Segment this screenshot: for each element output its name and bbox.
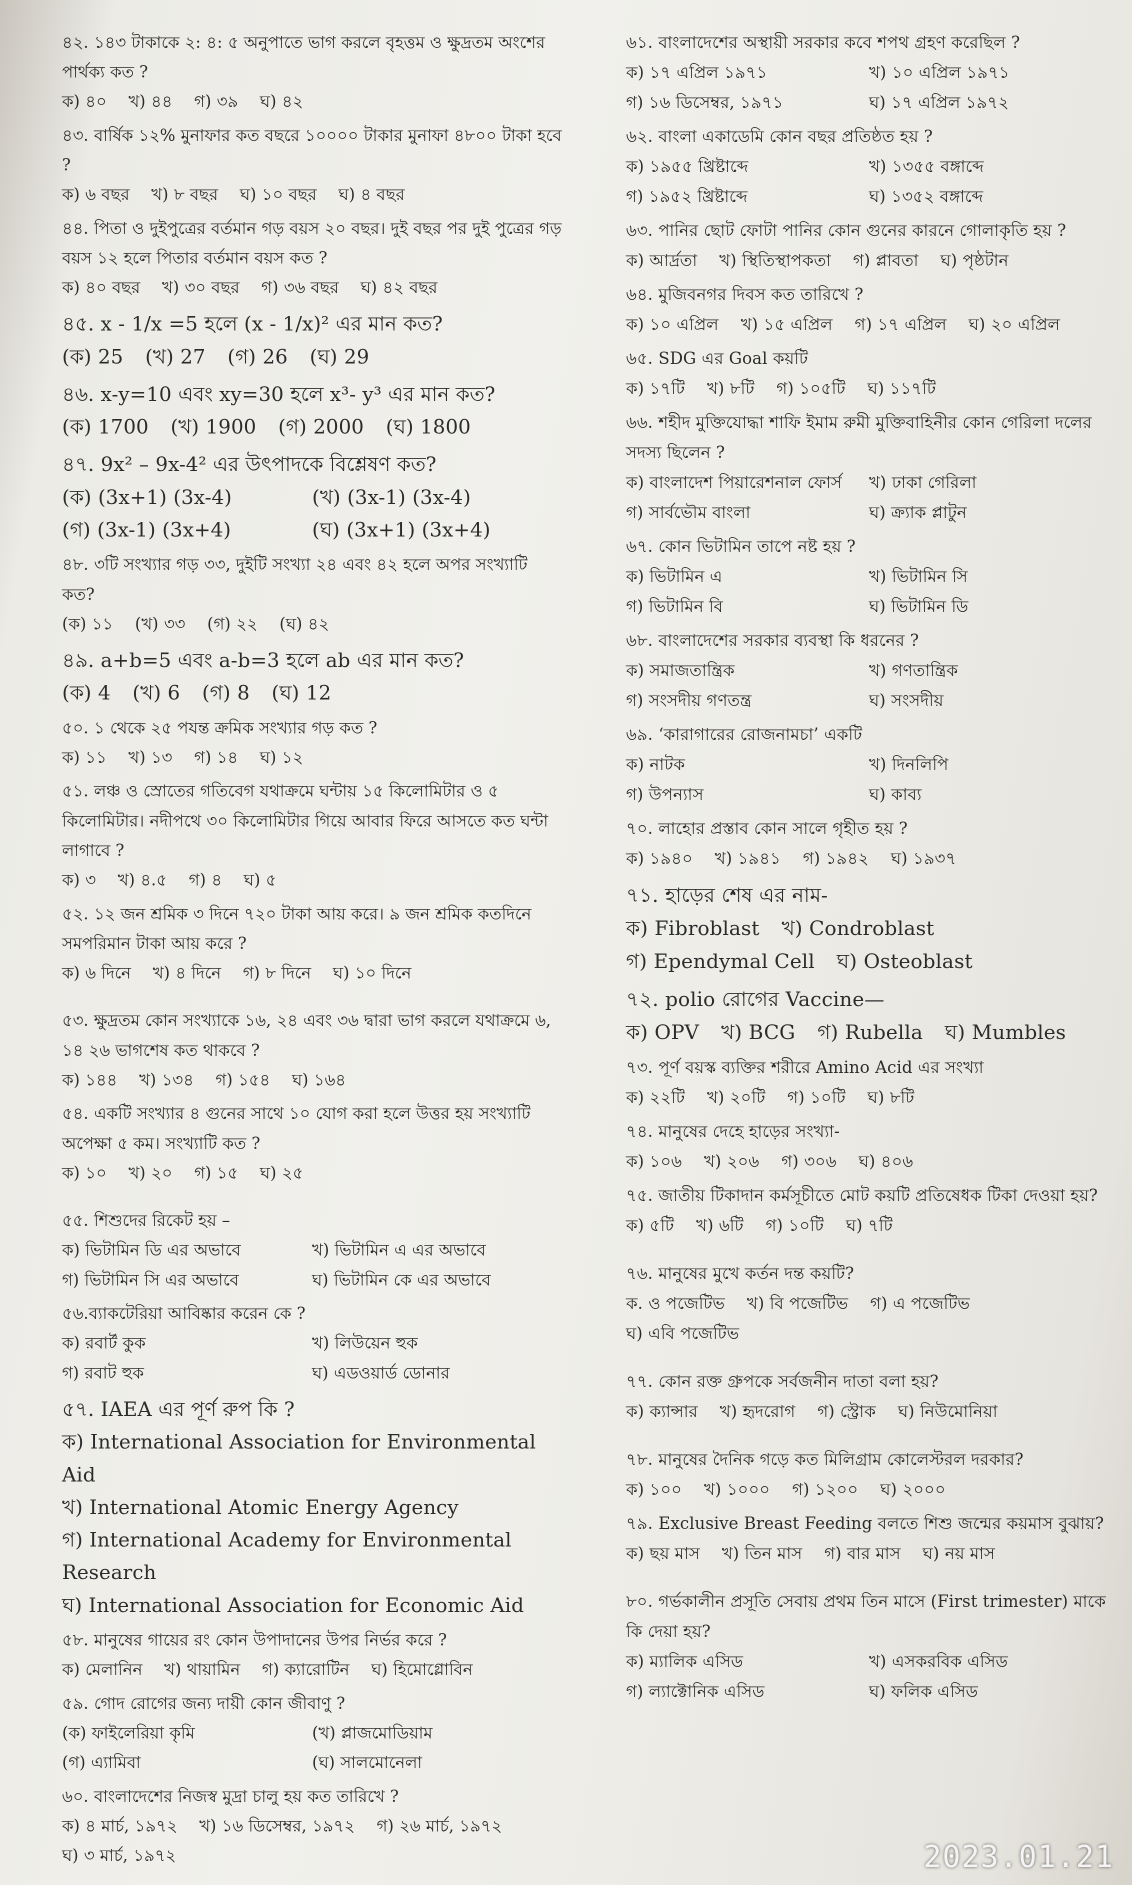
option: ঘ) ১৭ এপ্রিল ১৯৭২ <box>869 93 1009 112</box>
option: ক) ৩ <box>62 870 96 890</box>
options <box>62 411 562 444</box>
options <box>626 1397 1112 1427</box>
option: (ক) 25 <box>62 344 124 369</box>
option: (ক) (3x+1) (3x-4) <box>62 485 233 509</box>
option: ঘ) ফলিক এসিড <box>869 1682 979 1701</box>
option: খ) ভিটামিন এ এর অভাবে <box>311 1240 486 1260</box>
option: খ) ১০ এপ্রিল ১৯৭১ <box>869 63 1010 82</box>
option: ঘ) ৩ মার্চ, ১৯৭২ <box>62 1846 177 1866</box>
options <box>62 743 562 773</box>
question-text: ৬৯. ‘কারাগারের রোজনামচা’ একটি <box>626 725 863 744</box>
options <box>62 959 562 989</box>
option: ঘ) নিউমোনিয়া <box>897 1402 998 1421</box>
option: খ) ২০৬ <box>704 1152 760 1171</box>
options <box>626 1083 1112 1113</box>
option: খ) ১৩৫৫ বঙ্গাব্দে <box>869 157 984 176</box>
options <box>626 152 1112 212</box>
option: গ) Ependymal Cell <box>626 949 815 973</box>
option: (ঘ) 29 <box>309 344 370 369</box>
option: খ) ১৯৪১ <box>714 849 781 868</box>
option: খ) ৪৪ <box>128 92 173 112</box>
question-text: ৪৫. x - 1/x =5 হলে (x - 1/x)² এর মান কত? <box>62 311 443 336</box>
option: (খ) 27 <box>145 344 206 369</box>
question-text: ৭৬. মানুষের মুখে কর্তন দন্ত কয়টি? <box>626 1264 855 1283</box>
question-item <box>62 714 562 773</box>
option: (গ) 8 <box>201 680 250 705</box>
option: গ) ১৫৪ <box>215 1070 271 1090</box>
question-item <box>626 878 1112 978</box>
options <box>62 341 562 374</box>
option: ঘ) ২৫ <box>259 1163 304 1183</box>
question-item <box>626 280 1112 340</box>
option: ঘ) ৮টি <box>867 1088 915 1107</box>
question-text: ৬২. বাংলা একাডেমি কোন বছর প্রতিষ্ঠত হয় ? <box>626 127 933 146</box>
question-item <box>62 900 562 1003</box>
option: ক) নাটক <box>626 755 685 774</box>
option: খ) ১৩৪ <box>139 1070 194 1090</box>
option: গ) ১০টি <box>765 1216 824 1235</box>
option: খ) ৩০ বছর <box>161 278 240 298</box>
question-item <box>62 1006 562 1095</box>
options <box>62 180 562 210</box>
option: ক) ক্যান্সার <box>626 1402 698 1421</box>
option: খ) দিনলিপি <box>869 755 949 774</box>
option: ঘ) নয় মাস <box>922 1544 995 1563</box>
option: ক) ভিটামিন ডি এর অভাবে <box>62 1240 241 1260</box>
options <box>626 246 1112 276</box>
option: ঘ) ১১৭টি <box>867 379 936 398</box>
option: ক) ২২টি <box>626 1088 685 1107</box>
options <box>626 1539 1112 1569</box>
option: ক) ১৯৫৫ খ্রিষ্টাব্দে <box>626 157 749 176</box>
question-item <box>62 550 562 639</box>
question-text: ৬১. বাংলাদেশের অস্থায়ী সরকার কবে শপথ গ্রহণ করেছিল ? <box>626 33 1021 52</box>
option: খ) এসকরবিক এসিড <box>869 1652 1008 1671</box>
question-text: ৭৪. মানুষের দেহে হাড়ের সংখ্যা- <box>626 1122 840 1141</box>
option: গ) ১২০০ <box>792 1480 859 1499</box>
option: ঘ) হিমোগ্লোবিন <box>371 1660 473 1680</box>
options <box>626 912 1112 978</box>
option: খ) ঢাকা গেরিলা <box>869 473 977 492</box>
option: গ) ভিটামিন সি এর অভাবে <box>62 1270 239 1290</box>
options <box>626 468 1112 528</box>
options <box>626 656 1112 716</box>
option: ক) ৪ মার্চ, ১৯৭২ <box>62 1816 178 1836</box>
question-text: ৭০. লাহোর প্রস্তাব কোন সালে গৃহীত হয় ? <box>626 819 908 838</box>
option: ক) ছয় মাস <box>626 1544 700 1563</box>
option: ক) OPV <box>626 1020 700 1044</box>
option: ক) ১৪৪ <box>62 1070 118 1090</box>
option: ঘ) ১৬৪ <box>291 1070 346 1090</box>
question-item <box>626 28 1112 118</box>
question-item <box>62 1782 562 1871</box>
option: (ক) ১১ <box>62 614 114 634</box>
question-text: ৭৭. কোন রক্ত গ্রুপকে সর্বজনীন দাতা বলা হয়? <box>626 1372 939 1391</box>
option: গ) ১০৫টি <box>776 379 846 398</box>
options <box>62 1812 562 1871</box>
option: ক) ১০ <box>62 1163 107 1183</box>
option: (ক) 4 <box>62 680 111 705</box>
option: (ঘ) সালমোনেলা <box>311 1753 423 1773</box>
question-text: ৭৩. পূর্ণ বয়স্ক ব্যক্তির শরীরে Amino Acid এর সংখ্যা <box>626 1058 984 1077</box>
option: গ) ২৬ মার্চ, ১৯৭২ <box>376 1816 503 1836</box>
option: ক) ১৭ এপ্রিল ১৯৭১ <box>626 63 768 82</box>
options <box>62 610 562 640</box>
question-item <box>626 1367 1112 1441</box>
question-item <box>626 1117 1112 1177</box>
question-text: ৫৭. IAEA এর পূর্ণ রুপ কি ? <box>62 1397 295 1421</box>
option: খ) তিন মাস <box>721 1544 803 1563</box>
option: ঘ) সংসদীয় <box>869 691 944 710</box>
question-item <box>626 814 1112 874</box>
option: ক) ৬ দিনে <box>62 963 132 983</box>
question-item <box>626 1509 1112 1583</box>
option: গ) ১৭ এপ্রিল <box>854 315 947 334</box>
question-text: ৫৩. ক্ষুদ্রতম কোন সংখ্যাকে ১৬, ২৪ এবং ৩৬ দ্বারা ভাগ করলে যথাক্রমে ৬, ১৪ ২৬ ভাগশেষ কত থাকবে ? <box>62 1011 552 1060</box>
question-item <box>626 122 1112 212</box>
option: খ) ৬টি <box>696 1216 744 1235</box>
option: গ) ১০টি <box>787 1088 846 1107</box>
option: (গ) (3x-1) (3x+4) <box>62 517 232 542</box>
option: ঘ) ৪০৬ <box>858 1152 914 1171</box>
option: (ক) 1700 <box>62 414 149 439</box>
option: ক) ১০০ <box>626 1480 682 1499</box>
option: ক) ১৭টি <box>626 379 685 398</box>
date-stamp: 2023.01.21 <box>923 1840 1114 1875</box>
option: ক) বাংলাদেশ পিয়ারেশনাল ফোর্স <box>626 473 842 492</box>
option: খ) ৮ বছর <box>151 185 219 205</box>
options <box>626 1647 1112 1707</box>
option: খ) ২০টি <box>707 1088 766 1107</box>
option: ঘ) এডওয়ার্ড ডোনার <box>311 1363 450 1383</box>
options <box>62 1066 562 1096</box>
options <box>626 58 1112 118</box>
option: খ) ১৩ <box>128 748 173 767</box>
option: ক) রবার্ট কুক <box>62 1333 146 1353</box>
option: খ) ৪ দিনে <box>152 963 222 983</box>
option: (ঘ) 1800 <box>385 414 471 439</box>
option: গ) ১৯৪২ <box>802 849 869 868</box>
options <box>626 844 1112 874</box>
options <box>62 1236 562 1295</box>
option: ক) ৪০ <box>62 92 107 112</box>
option: ঘ) ভিটামিন কে এর অভাবে <box>311 1270 491 1290</box>
option: গ) উপন্যাস <box>626 785 704 804</box>
question-item <box>626 626 1112 716</box>
options <box>626 374 1112 404</box>
options <box>62 1655 562 1685</box>
option: ঘ) ৪ বছর <box>338 185 405 205</box>
question-text: ৫৪. একটি সংখ্যার ৪ গুনের সাথে ১০ যোগ করা হলে উত্তর হয় সংখ্যাটি অপেক্ষা ৫ কম। সংখ্যাটি কত ? <box>62 1104 531 1153</box>
question-text: ৫৫. শিশুদের রিকেট হয় – <box>62 1211 231 1230</box>
question-item <box>62 214 562 303</box>
option: ঘ) ১০ বছর <box>239 185 317 205</box>
question-item <box>626 1445 1112 1505</box>
question-item <box>626 1259 1112 1363</box>
options <box>62 273 562 303</box>
option: ঘ) ৫ <box>243 870 277 890</box>
question-text: ৫৬.ব্যাকটেরিয়া আবিষ্কার করেন কে ? <box>62 1304 306 1323</box>
option: গ) ৩৬ বছর <box>261 278 339 298</box>
option: গ) প্লাবতা <box>852 251 919 270</box>
options <box>62 866 562 896</box>
question-item <box>626 344 1112 404</box>
option: ঘ) ৪২ বছর <box>360 278 438 298</box>
option: (গ) 2000 <box>278 414 364 439</box>
options <box>62 1719 562 1778</box>
option: ঘ) এবি পজেটিভ <box>626 1324 740 1343</box>
options <box>626 1016 1112 1049</box>
option: (খ) প্লাজমোডিয়াম <box>311 1723 433 1743</box>
option: ঘ) ২০ এপ্রিল <box>968 315 1060 334</box>
option: ক) ১০ এপ্রিল <box>626 315 719 334</box>
options <box>62 1426 562 1622</box>
option: ঘ) ভিটামিন ডি <box>869 597 969 616</box>
question-text: ৪৮. ৩টি সংখ্যার গড় ৩৩, দুইটি সংখ্যা ২৪ এবং ৪২ হলে অপর সংখ্যাটি কত? <box>62 555 528 604</box>
option: ক) সমাজতান্ত্রিক <box>626 661 735 680</box>
option: গ) সংসদীয় গণতন্ত্র <box>626 691 752 710</box>
question-item <box>62 777 562 896</box>
option: (ক) ফাইলেরিয়া কৃমি <box>62 1723 195 1743</box>
options <box>62 481 562 546</box>
options <box>62 1159 562 1189</box>
option: ক) ১৯৪০ <box>626 849 693 868</box>
question-item <box>62 1299 562 1388</box>
option: গ) ল্যাক্টোনিক এসিড <box>626 1682 765 1701</box>
option: গ) স্ট্রোক <box>817 1402 876 1421</box>
question-item <box>62 643 562 709</box>
option: খ) Condroblast <box>781 916 935 940</box>
option: ক) International Association for Environmental Aid <box>62 1429 536 1487</box>
question-item <box>62 28 562 117</box>
question-item <box>62 307 562 373</box>
option: ক) মেলানিন <box>62 1660 143 1680</box>
question-text: ৭৮. মানুষের দৈনিক গড়ে কত মিলিগ্রাম কোলেস্টরল দরকার? <box>626 1450 1024 1469</box>
question-text: ৫০. ১ থেকে ২৫ পযন্ত ক্রমিক সংখ্যার গড় কত ? <box>62 718 378 738</box>
question-text: ৬০. বাংলাদেশের নিজস্ব মুদ্রা চালু হয় কত তারিখে ? <box>62 1786 399 1806</box>
right-column <box>626 28 1112 1711</box>
left-column <box>62 28 562 1875</box>
question-item <box>62 1689 562 1778</box>
question-item <box>626 408 1112 528</box>
option: ক) আর্দ্রতা <box>626 251 698 270</box>
options <box>62 87 562 117</box>
option: ঘ) ৪২ <box>259 92 304 112</box>
option: খ) ১৬ ডিসেম্বর, ১৯৭২ <box>199 1816 355 1836</box>
options <box>626 1211 1112 1241</box>
option: (খ) (3x-1) (3x-4) <box>311 485 471 509</box>
option: গ) ৩৯ <box>194 92 239 112</box>
question-item <box>626 1053 1112 1113</box>
option: ঘ) ১২ <box>259 748 304 767</box>
option: খ) ১৫ এপ্রিল <box>740 315 833 334</box>
option: গ) এ পজেটিভ <box>870 1294 970 1313</box>
question-text: ৫৮. মানুষের গায়ের রং কোন উপাদানের উপর নির্ভর করে ? <box>62 1630 447 1650</box>
question-text: ৬৫. SDG এর Goal কয়টি <box>626 349 809 368</box>
option: খ) ৪.৫ <box>117 870 168 890</box>
question-text: ৬৪. মুজিবনগর দিবস কত তারিখে ? <box>626 285 864 304</box>
question-item <box>62 1392 562 1622</box>
option: গ) ৮ দিনে <box>242 963 312 983</box>
question-text: ৬৭. কোন ভিটামিন তাপে নষ্ট হয় ? <box>626 537 856 556</box>
option: (খ) ৩৩ <box>134 614 186 634</box>
option: (গ) ২২ <box>207 614 258 634</box>
question-text: ৬৮. বাংলাদেশের সরকার ব্যবস্থা কি ধরনের ? <box>626 631 919 650</box>
option: গ) Rubella <box>817 1020 923 1044</box>
question-item <box>626 720 1112 810</box>
option: খ) থায়ামিন <box>164 1660 241 1680</box>
option: ঘ) ক্র্যাক প্লাটুন <box>869 503 967 522</box>
option: খ) ২০ <box>128 1163 173 1183</box>
option: গ) ৪ <box>188 870 223 890</box>
question-item <box>62 377 562 443</box>
options <box>626 750 1112 810</box>
question-item <box>626 1587 1112 1707</box>
option: (ঘ) 12 <box>271 680 332 705</box>
options <box>62 1329 562 1388</box>
question-item <box>62 447 562 546</box>
option: ঘ) International Association for Economic Aid <box>62 1593 524 1617</box>
option: ঘ) কাব্য <box>869 785 922 804</box>
option: গ) রবাট হুক <box>62 1363 144 1383</box>
option: (খ) 6 <box>132 680 181 705</box>
question-text: ৪৬. x-y=10 এবং xy=30 হলে x³- y³ এর মান কত? <box>62 382 496 406</box>
question-text: ৭৯. Exclusive Breast Feeding বলতে শিশু জন্মের কয়মাস বুঝায়? <box>626 1514 1104 1533</box>
option: ক) ১০৬ <box>626 1152 682 1171</box>
option: গ) ৩০৬ <box>781 1152 837 1171</box>
option: গ) ক্যারোটিন <box>262 1660 350 1680</box>
question-item <box>626 532 1112 622</box>
option: খ) লিউয়েন হুক <box>311 1333 418 1353</box>
option: ঘ) ৭টি <box>845 1216 893 1235</box>
options <box>62 677 562 710</box>
options <box>626 562 1112 622</box>
question-item <box>62 1626 562 1685</box>
option: ঘ) ২০০০ <box>880 1480 946 1499</box>
option: ঘ) ১৯৩৭ <box>890 849 957 868</box>
option: (ঘ) (3x+1) (3x+4) <box>311 517 491 542</box>
option: ক) ৬ বছর <box>62 185 130 205</box>
question-text: ৫২. ১২ জন শ্রমিক ৩ দিনে ৭২০ টাকা আয় করে। ৯ জন শ্রমিক কতদিনে সমপরিমান টাকা আয় করে ? <box>62 904 532 953</box>
question-item <box>626 1181 1112 1255</box>
options <box>626 1147 1112 1177</box>
option: ঘ) ১৩৫২ বঙ্গাব্দে <box>869 187 984 206</box>
option: ক) ম্যালিক এসিড <box>626 1652 744 1671</box>
option: খ) গণতান্ত্রিক <box>869 661 958 680</box>
option: গ) ভিটামিন বি <box>626 597 724 616</box>
option: ঘ) পৃষ্ঠটান <box>940 251 1009 270</box>
question-text: ৪২. ১৪৩ টাকাকে ২: ৪: ৫ অনুপাতে ভাগ করলে বৃহত্তম ও ক্ষুদ্রতম অংশের পার্থক্য কত ? <box>62 32 546 82</box>
option: গ) International Academy for Environmental Research <box>62 1527 512 1585</box>
option: ক) ৫টি <box>626 1216 675 1235</box>
options <box>626 1289 1112 1349</box>
question-text: ৪৯. a+b=5 এবং a-b=3 হলে ab এর মান কত? <box>62 648 465 673</box>
question-item <box>62 1206 562 1295</box>
option: ক. ও পজেটিভ <box>626 1294 725 1313</box>
options <box>626 1475 1112 1505</box>
question-item <box>62 1099 562 1202</box>
option: (খ) 1900 <box>170 414 257 439</box>
option: গ) সার্বভৌম বাংলা <box>626 503 751 522</box>
option: ক) Fibroblast <box>626 916 760 940</box>
option: ঘ) Mumbles <box>944 1020 1067 1044</box>
question-text: ৭২. polio রোগের Vaccine— <box>626 987 885 1011</box>
option: (গ) 26 <box>227 344 288 369</box>
option: খ) ৮টি <box>706 379 755 398</box>
option: গ) ১৯৫২ খ্রিষ্টাব্দে <box>626 187 748 206</box>
option: খ) বি পজেটিভ <box>746 1294 849 1313</box>
option: ঘ) Osteoblast <box>836 949 973 973</box>
question-item <box>626 982 1112 1049</box>
question-text: ৬৩. পানির ছোট ফোটা পানির কোন গুনের কারনে গোলাকৃতি হয় ? <box>626 221 1067 240</box>
option: গ) ১৫ <box>194 1163 239 1183</box>
option: খ) ভিটামিন সি <box>869 567 968 586</box>
option: খ) হৃদরোগ <box>719 1402 796 1421</box>
option: গ) বার মাস <box>824 1544 901 1563</box>
option: খ) BCG <box>721 1020 796 1044</box>
option: ক) ১১ <box>62 748 107 767</box>
question-text: ৫১. লঞ্চ ও স্রোতের গতিবেগ যথাক্রমে ঘন্টায় ১৫ কিলোমিটার ও ৫ কিলোমিটার। নদীপথে ৩০ কিলোমিটার গিয়ে আবার ফিরে আসতে কত ঘন্টা লাগাবে ? <box>62 781 549 860</box>
question-text: ৬৬. শহীদ মুক্তিযোদ্ধা শাফি ইমাম রুমী মুক্তিবাহিনীর কোন গেরিলা দলের সদস্য ছিলেন ? <box>626 413 1092 462</box>
question-item <box>626 216 1112 276</box>
option: (গ) এ্যামিবা <box>62 1753 141 1773</box>
question-text: ৫৯. গোদ রোগের জন্য দায়ী কোন জীবাণু ? <box>62 1693 346 1713</box>
question-text: ৭৫. জাতীয় টিকাদান কর্মসূচীতে মোট কয়টি প্রতিষেধক টিকা দেওয়া হয়? <box>626 1186 1098 1205</box>
question-text: ৭১. হাড়ের শেষ এর নাম- <box>626 883 828 907</box>
question-text: ৪৩. বার্ষিক ১২% মুনাফার কত বছরে ১০০০০ টাকার মুনাফা ৪৮০০ টাকা হবে ? <box>62 125 562 175</box>
option: (ঘ) ৪২ <box>279 614 330 634</box>
option: খ) স্থিতিস্থাপকতা <box>719 251 831 270</box>
option: খ) ১০০০ <box>704 1480 771 1499</box>
options <box>626 310 1112 340</box>
question-text: ৪৭. 9x² – 9x-4² এর উৎপাদকে বিশ্লেষণ কত? <box>62 452 437 477</box>
question-text: ৮০. গর্ভকালীন প্রসূতি সেবায় প্রথম তিন মাসে (First trimester) মাকে কি দেয়া হয়? <box>626 1592 1106 1641</box>
option: ঘ) ১০ দিনে <box>332 963 412 983</box>
option: গ) ১৪ <box>194 748 239 767</box>
question-item <box>62 121 562 210</box>
option: গ) ১৬ ডিসেম্বর, ১৯৭১ <box>626 93 784 112</box>
question-text: ৪৪. পিতা ও দুইপুত্রের বর্তমান গড় বয়স ২০ বছর। দুই বছর পর দুই পুত্রের গড় বয়স ১২ হলে পিতার বর্তমান বয়স কত ? <box>62 218 562 268</box>
option: ক) ভিটামিন এ <box>626 567 723 586</box>
option: খ) International Atomic Energy Agency <box>62 1495 459 1519</box>
option: ক) ৪০ বছর <box>62 278 141 298</box>
